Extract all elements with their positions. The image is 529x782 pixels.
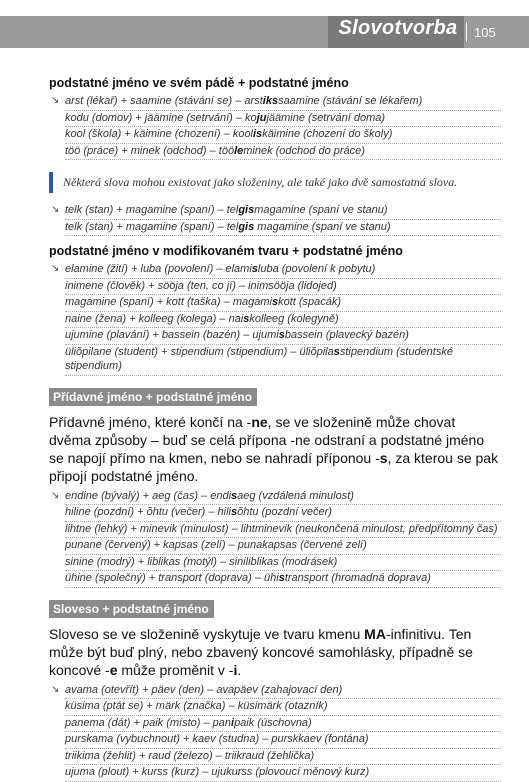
section3-heading: Přídavné jméno + podstatné jméno <box>49 388 257 406</box>
note-box: Některá slova mohou existovat jako složeniny, ale také jako dvě samostatná slova. <box>49 172 501 193</box>
highlighted-morpheme: s <box>243 312 250 325</box>
example-line: arst (lékař) + saamine (stávání se) – arstikssaamine (stávání se lékařem) <box>65 94 501 111</box>
highlighted-morpheme: iks <box>262 95 279 107</box>
example-line: triikima (žehlit) + raud (železo) – triikraud (žehlička) <box>65 749 501 766</box>
section1-heading: podstatné jméno ve svém pádě + podstatné jméno <box>49 76 349 90</box>
section2-heading: podstatné jméno v modifikovaném tvaru + podstatné jméno <box>49 244 403 258</box>
example-line: endine (bývalý) + aeg (čas) – endisaeg (vzdálená minulost) <box>65 489 501 506</box>
example-line: inimene (člověk) + sööja (ten, co jí) – inimsööja (lidojed) <box>65 279 501 296</box>
highlighted-morpheme: le <box>234 144 244 157</box>
section3-examples <box>49 489 501 588</box>
example-line: küsima (ptát se) + märk (značka) – küsimärk (otazník) <box>65 699 501 716</box>
highlighted-morpheme: s <box>278 572 285 584</box>
highlighted-morpheme: s <box>278 329 285 341</box>
section2-examples <box>49 262 501 376</box>
highlighted-morpheme: gis <box>238 220 255 233</box>
example-line: sinine (modrý) + liblikas (motýl) – siniliblikas (modrásek) <box>65 555 501 572</box>
highlighted-morpheme: s <box>231 489 238 502</box>
section1-examples <box>49 94 501 160</box>
highlighted-morpheme: s <box>251 263 258 275</box>
note-examples <box>49 203 501 236</box>
example-line: elamine (žití) + luba (povolení) – elamisluba (povolení k pobytu) <box>65 262 501 279</box>
arrow-icon: ↘ <box>51 263 60 274</box>
highlighted-morpheme: s <box>231 506 238 518</box>
section4-examples <box>49 683 501 782</box>
example-line: hiline (pozdní) + õhtu (večer) – hilisõhtu (pozdní večer) <box>65 505 501 522</box>
example-line: ühine (společný) + transport (doprava) – ühistransport (hromadná doprava) <box>65 571 501 588</box>
example-line: kodu (domov) + jäämine (setrvání) – kojujäämine (setrvání doma) <box>65 111 501 128</box>
highlighted-morpheme: s <box>333 345 340 358</box>
example-line: purskama (vybuchnout) + kaev (studna) – purskkaev (fontána) <box>65 732 501 749</box>
example-line: ujuma (plout) + kurss (kurz) – ujukurss (plovoucí měnový kurz) <box>65 765 501 782</box>
example-line: punane (červený) + kapsas (zelí) – punakapsas (červené zelí) <box>65 538 501 555</box>
example-line: naine (žena) + kolleeg (kolega) – naiskolleeg (kolegyně) <box>65 312 501 329</box>
arrow-icon: ↘ <box>51 683 60 695</box>
highlighted-morpheme: s <box>271 296 279 308</box>
chapter-title: Slovotvorba <box>338 17 458 39</box>
highlighted-morpheme: gis <box>238 204 255 216</box>
highlighted-morpheme: ju <box>256 111 267 124</box>
arrow-icon: ↘ <box>51 489 60 501</box>
example-line: telk (stan) + magamine (spaní) – telgis magamine (spaní ve stanu) <box>65 220 501 237</box>
section4-paragraph: Sloveso se ve složenině vyskytuje ve tvaru kmenu MA-infinitivu. Ten může být buď plný, nebo zbavený koncové samohlásky, případně se koncové -e může proměnit v -i. <box>49 625 473 678</box>
page-header <box>0 0 529 48</box>
example-line: magamine (spaní) + kott (taška) – magamiskott (spacák) <box>65 295 501 312</box>
example-line: ujumine (plavání) + bassein (bazén) – ujumisbassein (plavecký bazén) <box>65 328 501 345</box>
header-divider <box>466 22 467 42</box>
example-line: kool (škola) + käimine (chození) – kooliskäimine (chození do školy) <box>65 127 501 144</box>
section4-heading: Sloveso + podstatné jméno <box>49 600 214 618</box>
arrow-icon: ↘ <box>51 204 60 215</box>
example-line: lihtne (lehký) + minevik (minulost) – lihtminevik (neukončená minulost, předpřítomný čas) <box>65 522 501 539</box>
arrow-icon: ↘ <box>51 95 60 106</box>
example-line: panema (dát) + paik (místo) – panipaik (úschovna) <box>65 716 501 733</box>
highlighted-morpheme: is <box>253 128 263 140</box>
page-content <box>49 75 501 782</box>
page-number: 105 <box>474 25 496 40</box>
example-line: telk (stan) + magamine (spaní) – telgismagamine (spaní ve stanu) <box>65 203 501 220</box>
example-line: üliõpilane (student) + stipendium (stipendium) – üliõpilasstipendium (studentské stipendium) <box>65 345 501 376</box>
highlighted-morpheme: i <box>231 716 235 729</box>
section3-paragraph: Přídavné jméno, které končí na -ne, se ve složenině může chovat dvěma způsoby – buď se celá přípona -ne odstraní a podstatné jméno se napojí přímo na kmen, nebo se nahradí příponou -s, za kterou se pak připojí podstatné jméno. <box>49 413 499 484</box>
example-line: avama (otevřít) + päev (den) – avapäev (zahajovací den) <box>65 683 501 700</box>
example-line: töö (práce) + minek (odchod) – tööleminek (odchod do práce) <box>65 144 501 161</box>
